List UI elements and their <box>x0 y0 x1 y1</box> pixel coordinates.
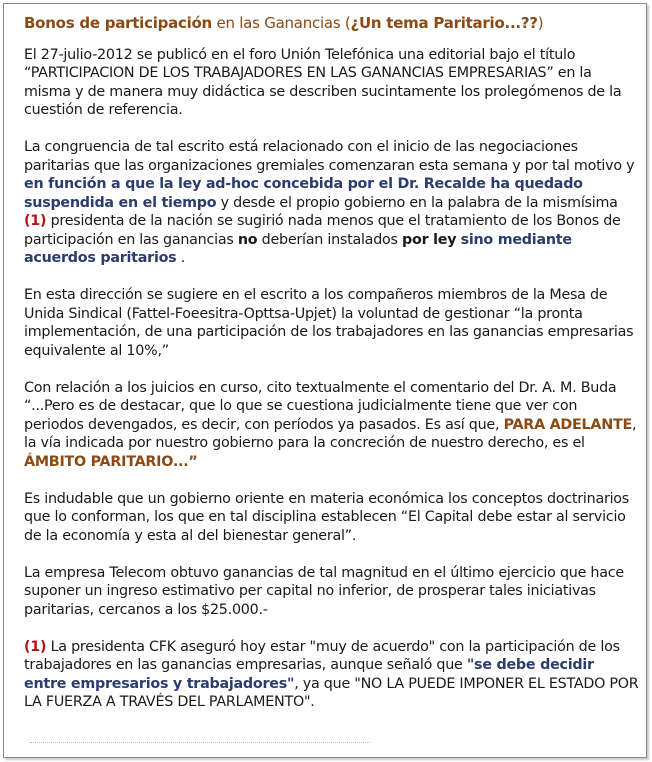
title-middle: en las Ganancias ( <box>211 14 351 32</box>
title-question: ¿Un tema Paritario...?? <box>350 14 538 32</box>
p2-text-c: y desde el propio gobierno en la palabra de la mismísima <box>216 194 618 211</box>
footnote-marker: (1) <box>24 638 47 655</box>
p2-emphasis-law-suspended: en función a que la ley ad-hoc concebida por el Dr. Recalde ha quedado suspendida en el tiempo <box>24 176 583 211</box>
p7-emphasis-quote: "se debe decidir entre empresarios y trabajadores" <box>24 657 594 692</box>
title-bold-part: Bonos de participación <box>24 14 212 32</box>
p2-text-a: La congruencia de tal escrito está relacionado con el inicio de las negociaciones paritarias que las organizaciones gremiales comenzaran esta semana y por tal motivo y <box>24 139 635 174</box>
title-close: ) <box>537 14 544 32</box>
p7-text-b: La presidenta CFK aseguró hoy estar "muy de acuerdo" con la participación de los trabajadores en las ganancias empresarias, aunque señaló que <box>24 638 620 673</box>
paragraph-footnote <box>24 638 640 712</box>
p7-text-d: , ya que "NO LA PUEDE IMPONER EL ESTADO POR LA FUERZA A TRAVÉS DEL PARLAMENTO". <box>24 675 639 710</box>
paragraph-direction: En esta dirección se sugiere en el escrito a los compañeros miembros de la Mesa de Unida Sindical (Fattel-Foeesitra-Opttsa-Upjet) la voluntad de gestionar “la pronta implementación, de una participación de los trabajadores en las ganancias empresarias equivalente al 10%,” <box>24 287 634 359</box>
p2-text-g: deberían instalados <box>257 231 403 248</box>
paragraph-congruence <box>24 138 640 268</box>
p4-text-c: , la vía indicada por nuestro gobierno para la concreción de nuestro derecho, es el <box>24 416 637 451</box>
article-frame <box>3 3 647 758</box>
p2-text-e: presidenta de la nación se sugirió nada menos que el tratamiento de los Bonos de participación en las ganancias <box>24 213 621 248</box>
paragraph-intro: El 27-julio-2012 se publicó en el foro Unión Telefónica una editorial bajo el título “PARTICIPACION DE LOS TRABAJADORES EN LAS GANANCIAS EMPRESARIAS” en la misma y de manera muy didáctica se describen sucintamente los prolegómenos de la cuestión de referencia. <box>24 46 622 118</box>
p4-text-a: Con relación a los juicios en curso, cito textualmente el comentario del Dr. A. M. Buda “...Pero es de destacar, que lo que se cuestiona judicialmente tiene que ver con periodos devengados, es decir, con períodos ya pasados. Es así que, <box>24 379 617 433</box>
p2-text-k: . <box>176 250 186 266</box>
paragraph-telecom: La empresa Telecom obtuvo ganancias de tal magnitud en el último ejercicio que hace suponer un ingreso estimativo per capital no inferior, de prosperar tales iniciativas paritarias, cercanos a los $25.000.- <box>24 564 624 618</box>
p2-emphasis-no: no <box>237 231 258 248</box>
p2-emphasis-paritarios: sino mediante acuerdos paritarios <box>24 231 572 266</box>
p4-emphasis-ambito-paritario: ÁMBITO PARITARIO...” <box>24 453 198 470</box>
bottom-dotted-rule <box>30 742 370 744</box>
article-body <box>24 14 640 730</box>
p4-emphasis-para-adelante: PARA ADELANTE <box>503 416 632 433</box>
p2-emphasis-por-ley: por ley <box>402 231 457 248</box>
paragraph-lawsuits <box>24 379 640 472</box>
article-title <box>24 14 640 33</box>
paragraph-government: Es indudable que un gobierno oriente en materia económica los conceptos doctrinarios que lo conforman, los que en tal disciplina establecen “El Capital debe estar al servicio de la economía y esta al del bienestar general”. <box>24 490 629 544</box>
footnote-ref: (1) <box>24 213 47 229</box>
